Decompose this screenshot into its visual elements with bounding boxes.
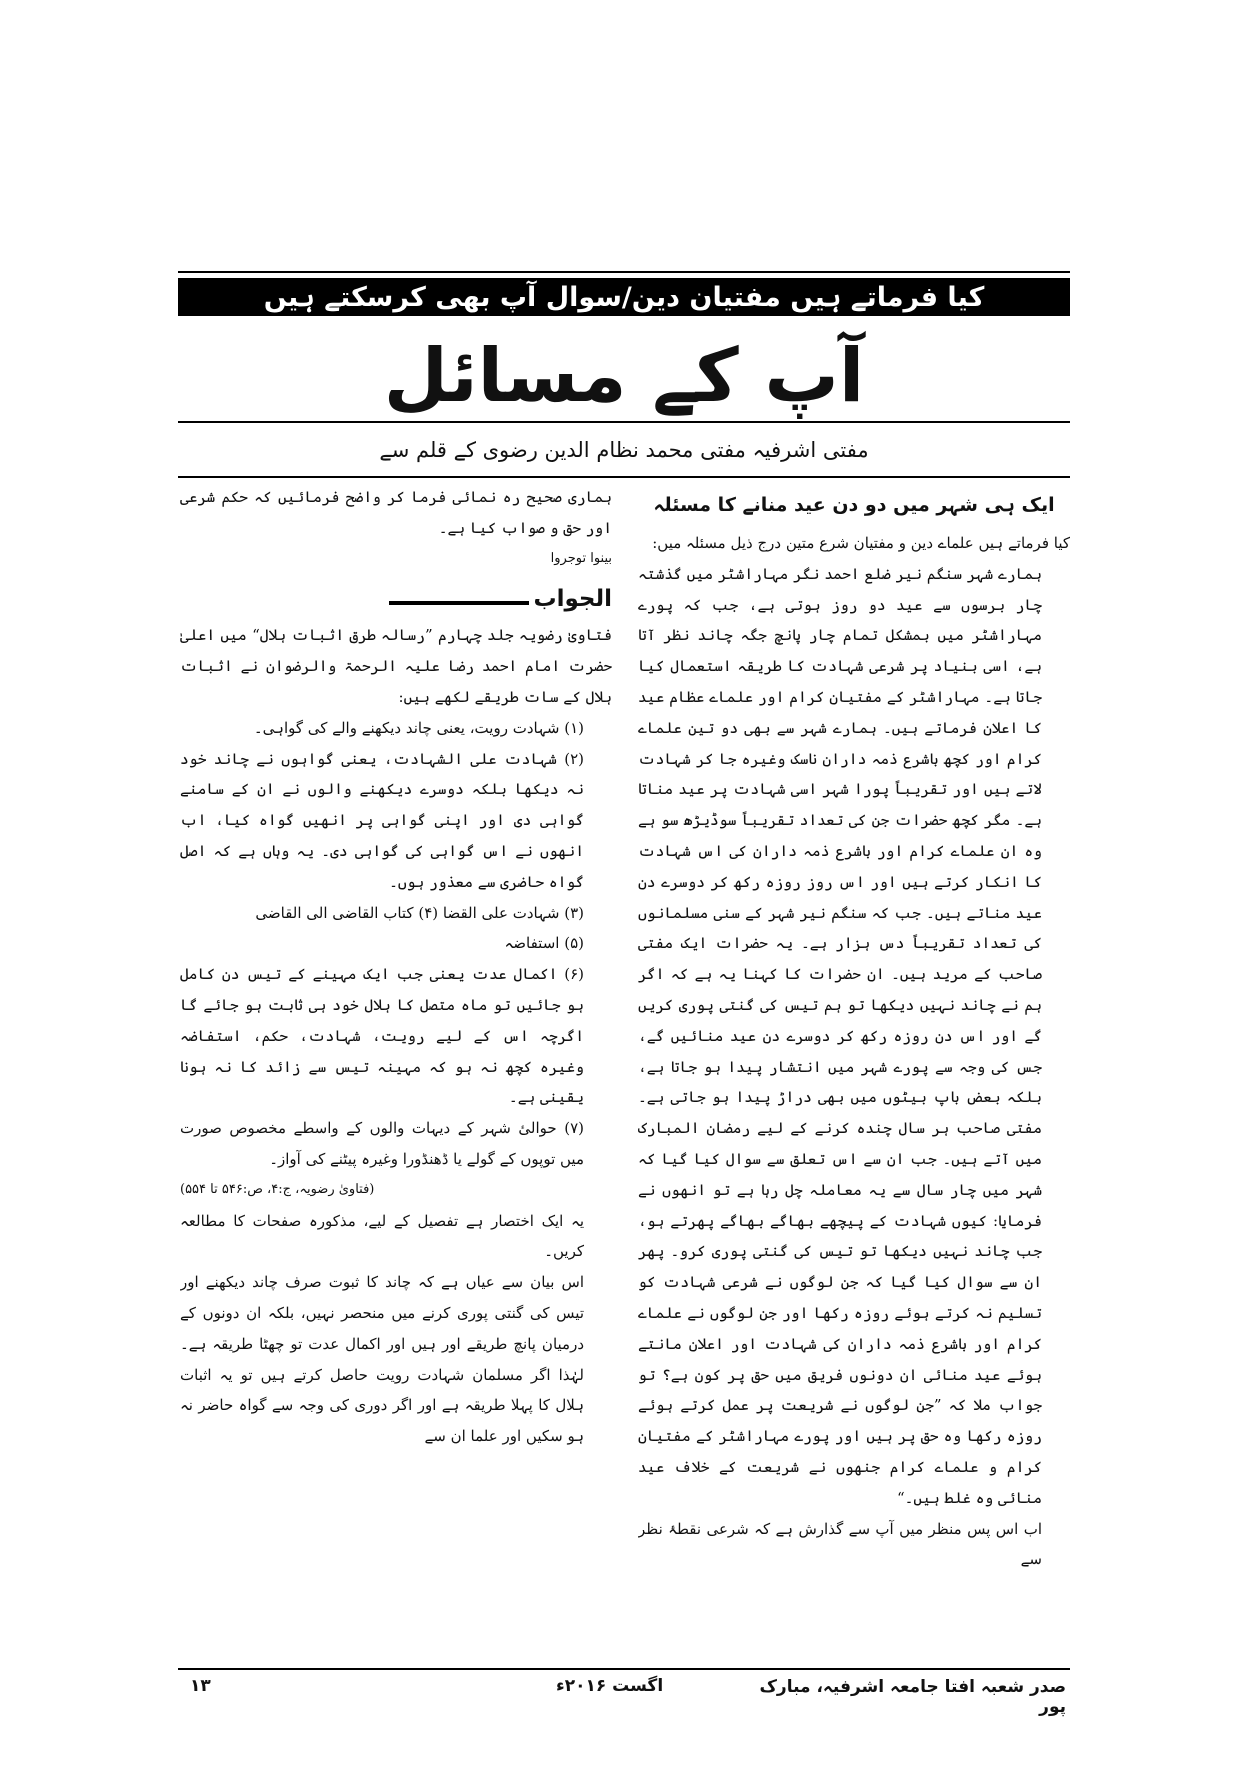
author-title: صدر شعبہ افتا جامعہ اشرفیہ، مبارک پور: [759, 1677, 1066, 1717]
answer-heading-label: الجواب: [533, 585, 612, 612]
question-signoff: بینوا توجروا: [550, 550, 612, 566]
method-item: (۷) حوالیٔ شہر کے دیہات والوں کے واسطے مخصوص صورت میں توپوں کے گولے یا ڈھنڈورا وغیرہ پیٹنے کی آواز۔: [180, 1119, 584, 1168]
method-item: (۶) اکمال عدت یعنی جب ایک مہینے کے تیس دن کامل ہو جائیں تو ماہ متصل کا ہلال خود ہی ثابت ہو جائے گا اگرچہ اس کے لیے رویت، شہادت، حکم، استفاضہ وغیرہ کچھ نہ ہو کہ مہینہ تیس سے زائد کا نہ ہونا یقینی ہے۔: [180, 965, 584, 1107]
author-byline: مفتی اشرفیہ مفتی محمد نظام الدین رضوی کے قلم سے: [379, 438, 869, 462]
question-closing: اب اس پس منظر میں آپ سے گذارش ہے کہ شرعی نقطۂ نظر سے: [638, 1519, 1042, 1569]
answer-heading-rule: [389, 601, 529, 605]
section-banner: [178, 278, 1070, 316]
byline-rule: [178, 476, 1070, 478]
banner-text: کیا فرماتے ہیں مفتیان دین/سوال آپ بھی کرسکتے ہیں: [263, 281, 985, 313]
footer-rule: [178, 1668, 1070, 1670]
answer-heading: [180, 578, 612, 620]
method-item: (۵) استفاضہ: [504, 934, 584, 953]
top-rule: [178, 271, 1070, 273]
method-item: (۳) شہادت علی القضا (۴) کتاب القاضی الی القاضی: [255, 903, 584, 922]
answer-intro: فتاویٰ رضویہ جلد چہارم ”رسالہ طرق اثبات ہلال“ میں اعلیٰ حضرت امام احمد رضا علیہ الرحمۃ والرضوان نے اثبات ہلال کے سات طریقے لکھے ہیں:: [180, 626, 612, 706]
issue-date: اگست ۲۰۱۶ء: [556, 1676, 664, 1696]
method-item: (۲) شہادت علی الشہادت، یعنی گواہوں نے چاند خود نہ دیکھا بلکہ دوسرے دیکھنے والوں نے ان کے سامنے گواہی دی اور اپنی گواہی پر انھیں گواہ کیا، اب انھوں نے اس گواہی کی گواہی دی۔ یہ وہاں ہے کہ اصل گواہ حاضری سے معذور ہوں۔: [180, 749, 584, 891]
page-number: ۱۳: [190, 1676, 211, 1696]
page-title: آپ کے مسائل: [383, 333, 865, 419]
title-rule: [178, 421, 1070, 423]
question-opening: کیا فرماتے ہیں علماے دین و مفتیان شرع متین درج ذیل مسئلہ میں:: [652, 534, 1070, 552]
answer-column: [180, 482, 612, 1772]
method-item: (۱) شہادت رویت، یعنی چاند دیکھنے والے کی گواہی۔: [253, 718, 584, 737]
answer-conclusion: اس بیان سے عیاں ہے کہ چاند کا ثبوت صرف چاند دیکھنے اور تیس کی گنتی پوری کرنے میں منحصر نہیں، بلکہ ان دونوں کے درمیان پانچ طریقے اور ہیں اور اکمال عدت تو چھٹا طریقہ ہے۔ لہٰذا اگر مسلمان شہادت رویت حاصل کرتے ہیں تو یہ اثبات ہلال کا پہلا طریقہ ہے اور اگر دوری کی وجہ سے گواہ حاضر نہ ہو سکیں اور علما ان سے: [180, 1273, 584, 1446]
question-body: ہمارے شہر سنگم نیر ضلع احمد نگر مہاراشٹر میں گذشتہ چار برسوں سے عید دو روز ہوتی ہے، جب کہ پورے مہاراشٹر میں بمشکل تمام چار پانچ جگہ چاند نظر آتا ہے، اسی بنیاد پر شرعی شہادت کا طریقہ استعمال کیا جاتا ہے۔ مہاراشٹر کے مفتیان کرام اور علماے عظام عید کا اعلان فرماتے ہیں۔ ہمارے شہر سے بھی دو تین علماے کرام اور کچھ باشرع ذمہ داران ناسک وغیرہ جا کر شہادت لاتے ہیں اور تقریباً پورا شہر اسی شہادت پر عید مناتا ہے۔ مگر کچھ حضرات جن کی تعداد تقریباً سوڈیڑھ سو ہے وہ ان علماے کرام اور باشرع ذمہ داران کی اس شہادت کا انکار کرتے ہیں اور اس روز روزہ رکھ کر دوسرے دن عید مناتے ہیں۔ جب کہ سنگم نیر شہر کے سنی مسلمانوں کی تعداد تقریباً دس ہزار ہے۔ یہ حضرات ایک مفتی صاحب کے مرید ہیں۔ ان حضرات کا کہنا یہ ہے کہ اگر ہم نے چاند نہیں دیکھا تو ہم تیس کی گنتی پوری کریں گے اور اس دن روزہ رکھ کر دوسرے دن عید منائیں گے، جس کی وجہ سے پورے شہر میں انتشار پیدا ہو جاتا ہے، بلکہ بعض باپ بیٹوں میں بھی دراڑ پیدا ہو جاتی ہے۔ مفتی صاحب ہر سال چندہ کرنے کے لیے رمضان المبارک میں آتے ہیں۔ جب ان سے اس تعلق سے سوال کیا گیا کہ شہر میں چار سال سے یہ معاملہ چل رہا ہے تو انھوں نے فرمایا: کیوں شہادت کے پیچھے بھاگے بھاگے پھرتے ہو، جب چاند نہیں دیکھا تو تیس کی گنتی پوری کرو۔ پھر ان سے سوال کیا گیا کہ جن لوگوں نے شرعی شہادت کو تسلیم نہ کرتے ہوئے روزہ رکھا اور جن لوگوں نے علماے کرام اور باشرع ذمہ داران کی شہادت اور اعلان مانتے ہوئے عید منائی ان دونوں فریق میں حق پر کون ہے؟ تو جواب ملا کہ ”جن لوگوں نے شریعت پر عمل کرتے ہوئے روزہ رکھا وہ حق پر ہیں اور پورے مہاراشٹر کے مفتیان کرام و علماے کرام جنھوں نے شریعت کے خلاف عید منائی وہ غلط ہیں۔“: [638, 564, 1042, 1507]
summary-note: یہ ایک اختصار ہے تفصیل کے لیے، مذکورہ صفحات کا مطالعہ کریں۔: [180, 1211, 584, 1261]
question-heading: ایک ہی شہر میں دو دن عید منانے کا مسئلہ: [653, 494, 1055, 516]
question-continuation: ہماری صحیح رہ نمائی فرما کر واضح فرمائیں کہ حکم شرعی اور حق و صواب کیا ہے۔: [180, 488, 612, 537]
citation: (فتاویٰ رضویہ، ج:۴، ص:۵۴۶ تا ۵۵۴): [180, 1181, 375, 1197]
question-column: [638, 482, 1070, 1772]
